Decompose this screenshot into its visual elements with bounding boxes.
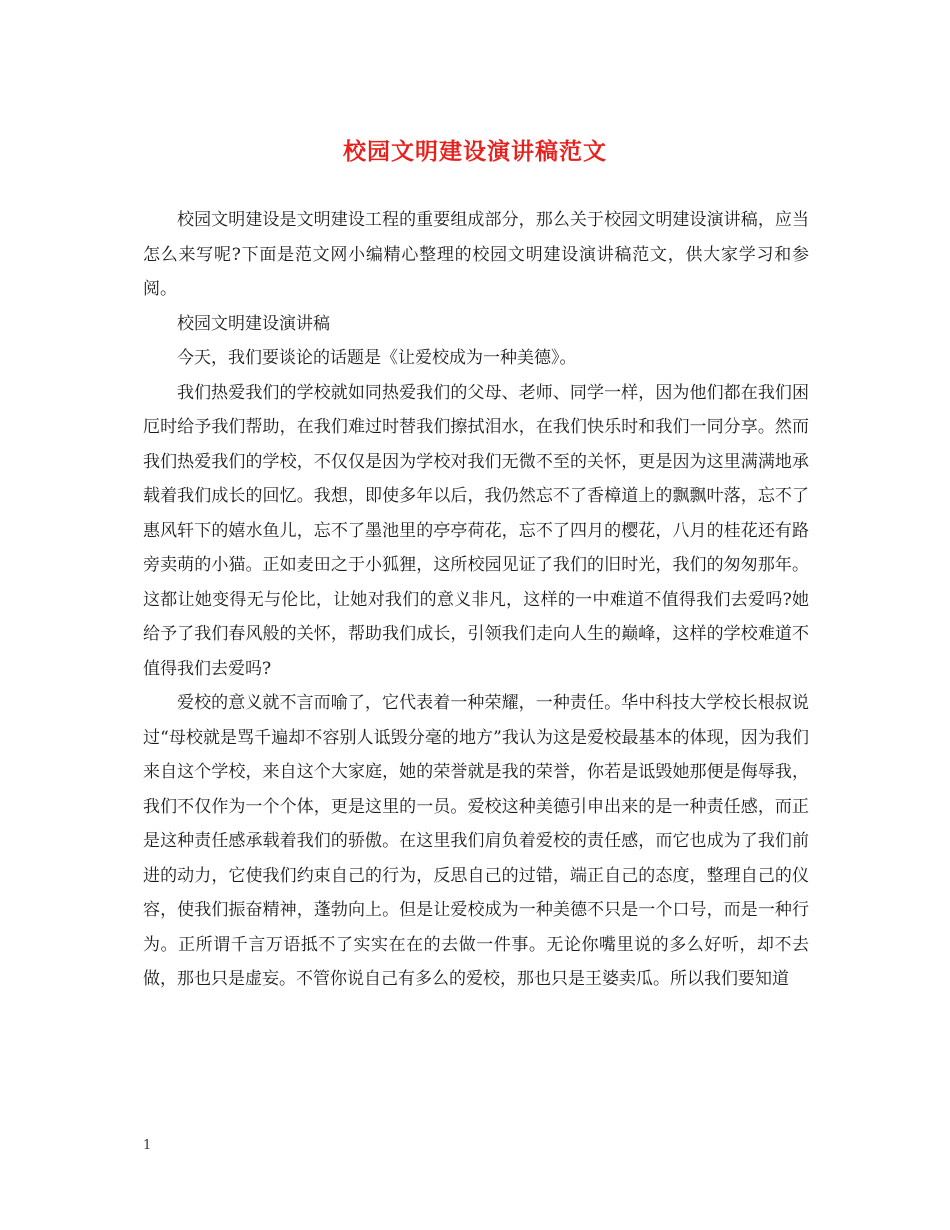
paragraph-topic: 今天，我们要谈论的话题是《让爱校成为一种美德》。 xyxy=(177,348,577,368)
paragraph-subtitle: 校园文明建设演讲稿 xyxy=(177,313,330,334)
paragraph-love-school: 我们热爱我们的学校就如同热爱我们的父母、老师、同学一样，因为他们都在我们困厄时给予我们帮助，在我们难过时替我们擦拭泪水，在我们快乐时和我们一同分享。然而我们热爱我们的学校，不仅仅是因为学校对我们无微不至的关怀，更是因为这里满满地承载着我们成长的回忆。我想，即使多年以后，我仍然忘不了香樟道上的飘飘叶落，忘不了惠风轩下的嬉水鱼儿，忘不了墨池里的亭亭荷花，忘不了四月的樱花，八月的桂花还有路旁卖萌的小猫。正如麦田之于小狐狸，这所校园见证了我们的旧时光，我们的匆匆那年。这都让她变得无与伦比，让她对我们的意义非凡，这样的一中难道不值得我们去爱吗?她给予了我们春风般的关怀，帮助我们成长，引领我们走向人生的巅峰，这样的学校难道不值得我们去爱吗? xyxy=(143,382,809,679)
document-body xyxy=(143,203,809,997)
document-title: 校园文明建设演讲稿范文 xyxy=(343,138,607,165)
paragraph-intro: 校园文明建设是文明建设工程的重要组成部分，那么关于校园文明建设演讲稿，应当怎么来写呢?下面是范文网小编精心整理的校园文明建设演讲稿范文，供大家学习和参阅。 xyxy=(143,210,809,299)
paragraph-meaning: 爱校的意义就不言而喻了，它代表着一种荣耀，一种责任。华中科技大学校长根叔说过“母校就是骂千遍却不容别人诋毁分毫的地方”我认为这是爱校最基本的体现，因为我们来自这个学校，来自这个大家庭，她的荣誉就是我的荣誉，你若是诋毁她那便是侮辱我，我们不仅作为一个个体，更是这里的一员。爱校这种美德引申出来的是一种责任感，而正是这种责任感承载着我们的骄傲。在这里我们肩负着爱校的责任感，而它也成为了我们前进的动力，它使我们约束自己的行为，反思自己的过错，端正自己的态度，整理自己的仪容，使我们振奋精神，蓬勃向上。但是让爱校成为一种美德不只是一个口号，而是一种行为。正所谓千言万语抵不了实实在在的去做一件事。无论你嘴里说的多么好听，却不去做，那也只是虚妄。不管你说自己有多么的爱校，那也只是王婆卖瓜。所以我们要知道 xyxy=(143,693,809,989)
page-number: 1 xyxy=(143,1138,152,1153)
